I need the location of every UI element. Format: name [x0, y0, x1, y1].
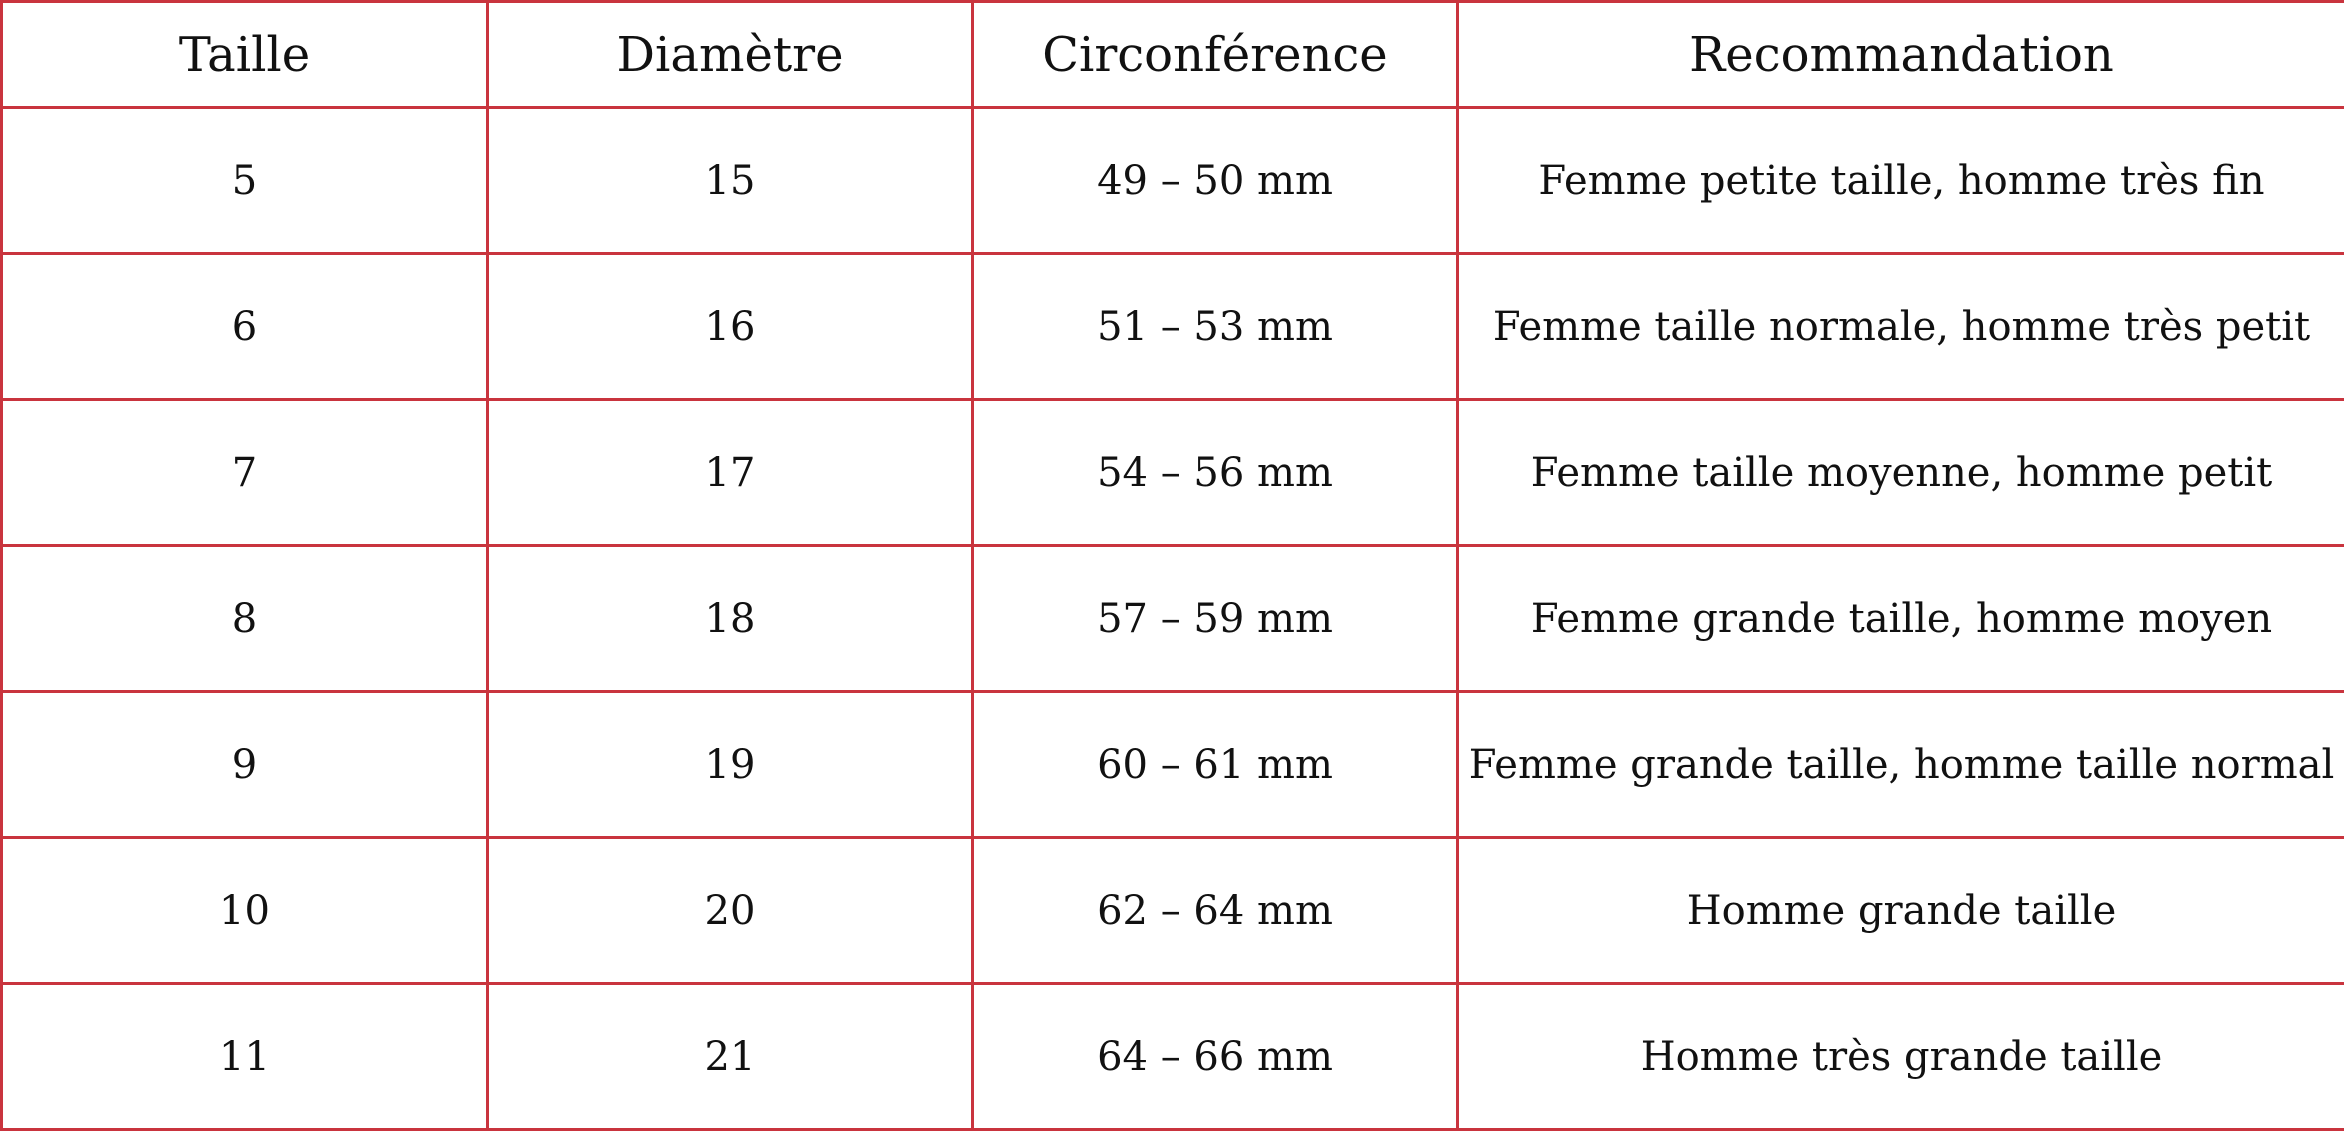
- cell-recommandation: Homme grande taille: [1458, 838, 2344, 984]
- table-body: [2, 108, 2344, 1130]
- cell-circonference: 60 – 61 mm: [973, 692, 1458, 838]
- cell-recommandation: Femme petite taille, homme très fin: [1458, 108, 2344, 254]
- cell-diametre: 20: [488, 838, 973, 984]
- cell-diametre: 19: [488, 692, 973, 838]
- cell-circonference: 54 – 56 mm: [973, 400, 1458, 546]
- cell-taille: 8: [2, 546, 488, 692]
- cell-circonference: 62 – 64 mm: [973, 838, 1458, 984]
- cell-circonference: 49 – 50 mm: [973, 108, 1458, 254]
- cell-diametre: 17: [488, 400, 973, 546]
- header-taille: Taille: [2, 2, 488, 108]
- cell-recommandation: Femme grande taille, homme moyen: [1458, 546, 2344, 692]
- table-row: [2, 254, 2344, 400]
- cell-taille: 7: [2, 400, 488, 546]
- table-row: [2, 838, 2344, 984]
- header-row: [2, 2, 2344, 108]
- cell-circonference: 51 – 53 mm: [973, 254, 1458, 400]
- table-row: [2, 984, 2344, 1130]
- cell-recommandation: Femme taille normale, homme très petit: [1458, 254, 2344, 400]
- table-row: [2, 400, 2344, 546]
- cell-recommandation: Femme taille moyenne, homme petit: [1458, 400, 2344, 546]
- cell-circonference: 57 – 59 mm: [973, 546, 1458, 692]
- cell-diametre: 15: [488, 108, 973, 254]
- cell-diametre: 16: [488, 254, 973, 400]
- cell-taille: 9: [2, 692, 488, 838]
- header-recommandation: Recommandation: [1458, 2, 2344, 108]
- cell-taille: 10: [2, 838, 488, 984]
- cell-taille: 6: [2, 254, 488, 400]
- cell-diametre: 21: [488, 984, 973, 1130]
- table-header: [2, 2, 2344, 108]
- table-row: [2, 692, 2344, 838]
- table-row: [2, 546, 2344, 692]
- header-circonference: Circonférence: [973, 2, 1458, 108]
- cell-circonference: 64 – 66 mm: [973, 984, 1458, 1130]
- cell-recommandation: Homme très grande taille: [1458, 984, 2344, 1130]
- cell-recommandation: Femme grande taille, homme taille normal: [1458, 692, 2344, 838]
- cell-taille: 5: [2, 108, 488, 254]
- table-row: [2, 108, 2344, 254]
- cell-diametre: 18: [488, 546, 973, 692]
- cell-taille: 11: [2, 984, 488, 1130]
- header-diametre: Diamètre: [488, 2, 973, 108]
